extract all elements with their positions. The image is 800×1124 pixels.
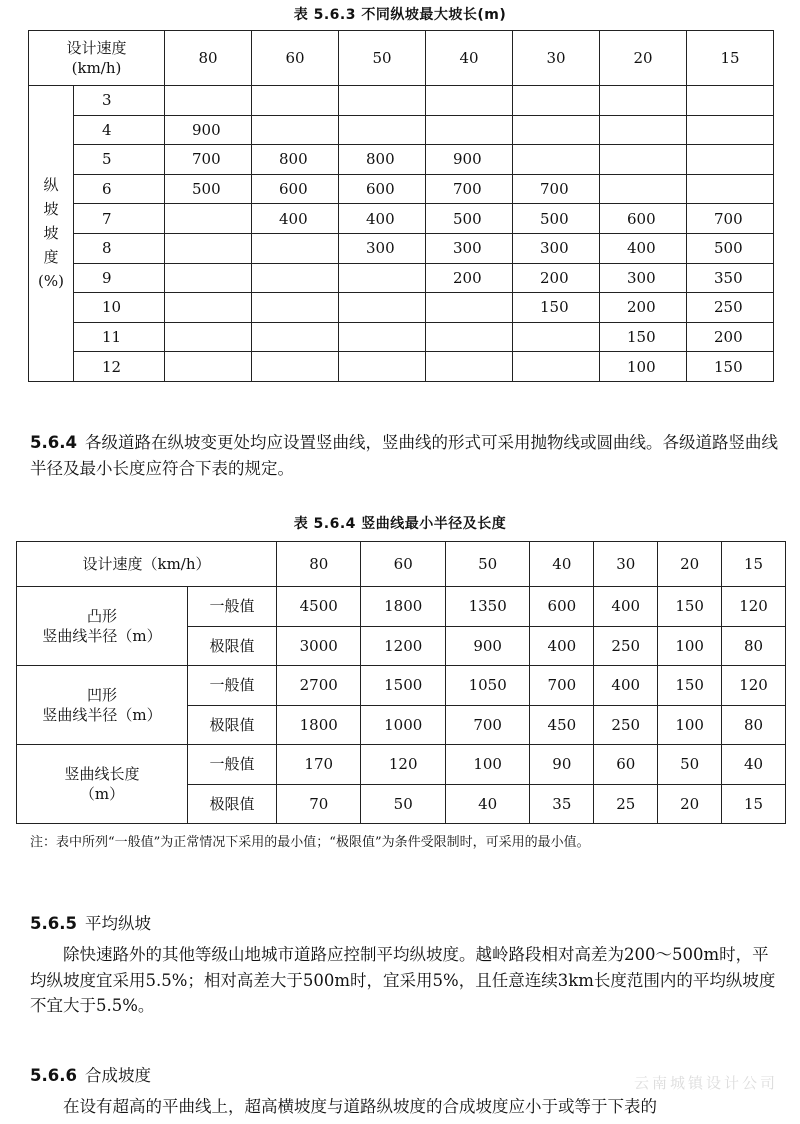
value-cell: 400: [530, 626, 594, 666]
group-label-line: 凹形: [86, 685, 117, 704]
table-header-row: [17, 542, 786, 587]
length-cell: [426, 86, 513, 116]
clause-5-6-6-text: 在设有超高的平曲线上，超高横坡度与道路纵坡度的合成坡度应小于或等于下表的: [63, 1097, 657, 1116]
length-cell: 300: [339, 233, 426, 263]
length-cell: [513, 352, 600, 382]
group-label-line: 竖曲线长度: [64, 764, 140, 783]
watermark: 云南城镇设计公司: [633, 1074, 778, 1092]
table-row: [17, 587, 786, 627]
table-header-row: [29, 31, 774, 86]
value-cell: 900: [445, 626, 529, 666]
table-row: [29, 322, 774, 352]
table-row: [29, 115, 774, 145]
length-cell: [252, 115, 339, 145]
grade-cell: 9: [74, 263, 165, 293]
table-row: [29, 263, 774, 293]
length-cell: [513, 322, 600, 352]
value-cell: 150: [658, 666, 722, 706]
value-cell: 3000: [277, 626, 361, 666]
grade-cell: 6: [74, 174, 165, 204]
speed-cell: 15: [722, 542, 786, 587]
value-cell: 40: [722, 745, 786, 785]
value-cell: 100: [658, 705, 722, 745]
speed-cell: 80: [165, 31, 252, 86]
value-cell: 1800: [277, 705, 361, 745]
clause-number: 5.6.5: [30, 914, 77, 933]
length-cell: [600, 115, 687, 145]
value-type-cell: 一般值: [188, 587, 277, 627]
value-cell: 1800: [361, 587, 445, 627]
length-cell: [252, 352, 339, 382]
table-row: [29, 86, 774, 116]
value-cell: 60: [594, 745, 658, 785]
length-cell: 900: [165, 115, 252, 145]
length-cell: [426, 115, 513, 145]
length-cell: 500: [426, 204, 513, 234]
speed-cell: 50: [339, 31, 426, 86]
length-cell: [165, 352, 252, 382]
length-cell: 100: [600, 352, 687, 382]
length-cell: [426, 352, 513, 382]
length-cell: 300: [513, 233, 600, 263]
length-cell: [339, 352, 426, 382]
vertical-curve-table: [16, 541, 786, 824]
length-cell: 700: [426, 174, 513, 204]
length-cell: [600, 145, 687, 175]
length-cell: 600: [252, 174, 339, 204]
speed-cell: 30: [594, 542, 658, 587]
table-row: [29, 204, 774, 234]
length-cell: 200: [600, 293, 687, 323]
length-cell: [165, 263, 252, 293]
length-cell: [513, 86, 600, 116]
length-cell: 300: [600, 263, 687, 293]
value-type-cell: 极限值: [188, 626, 277, 666]
group-label-line: 竖曲线半径（m）: [42, 706, 162, 724]
length-cell: [165, 86, 252, 116]
length-cell: 150: [513, 293, 600, 323]
length-cell: 200: [426, 263, 513, 293]
group-label-line: （m）: [79, 785, 125, 803]
table-row: [17, 666, 786, 706]
length-cell: [165, 233, 252, 263]
length-cell: 600: [339, 174, 426, 204]
length-cell: 500: [165, 174, 252, 204]
speed-cell: 20: [658, 542, 722, 587]
value-cell: 450: [530, 705, 594, 745]
length-cell: [339, 115, 426, 145]
speed-cell: 80: [277, 542, 361, 587]
length-cell: 200: [513, 263, 600, 293]
length-cell: 250: [687, 293, 774, 323]
table-row: [29, 174, 774, 204]
speed-header-label: 设计速度: [66, 38, 127, 57]
length-cell: 900: [426, 145, 513, 175]
length-cell: 150: [687, 352, 774, 382]
length-cell: 200: [687, 322, 774, 352]
grade-cell: 10: [74, 293, 165, 323]
length-cell: 700: [687, 204, 774, 234]
clause-number: 5.6.4: [30, 433, 77, 452]
value-cell: 1500: [361, 666, 445, 706]
clause-text: 各级道路在纵坡变更处均应设置竖曲线，竖曲线的形式可采用抛物线或圆曲线。各级道路竖曲线半径及最小长度应符合下表的规定。: [30, 433, 778, 478]
max-slope-length-table: [28, 30, 774, 382]
length-cell: 800: [252, 145, 339, 175]
value-type-cell: 一般值: [188, 745, 277, 785]
clause-title: 合成坡度: [84, 1066, 151, 1085]
length-cell: [600, 174, 687, 204]
table-row: [29, 293, 774, 323]
length-cell: 150: [600, 322, 687, 352]
value-cell: 1050: [445, 666, 529, 706]
length-cell: [687, 174, 774, 204]
length-cell: [252, 263, 339, 293]
value-type-cell: 一般值: [188, 666, 277, 706]
group-label-cell: [17, 745, 188, 824]
length-cell: [426, 322, 513, 352]
value-cell: 2700: [277, 666, 361, 706]
length-cell: [687, 145, 774, 175]
table-row: [17, 745, 786, 785]
length-cell: [165, 322, 252, 352]
length-cell: 700: [513, 174, 600, 204]
length-cell: [252, 233, 339, 263]
value-cell: 100: [445, 745, 529, 785]
length-cell: 300: [426, 233, 513, 263]
table2-note: 注：表中所列“一般值”为正常情况下采用的最小值；“极限值”为条件受限制时，可采用的最小值。: [30, 835, 590, 850]
table-row: [29, 145, 774, 175]
value-type-cell: 极限值: [188, 705, 277, 745]
speed-header-label: (km/h): [71, 59, 122, 77]
value-cell: 250: [594, 705, 658, 745]
value-cell: 15: [722, 784, 786, 824]
value-type-cell: 极限值: [188, 784, 277, 824]
value-cell: 400: [594, 666, 658, 706]
value-cell: 700: [445, 705, 529, 745]
clause-5-6-6-heading: [30, 1062, 151, 1086]
length-cell: [687, 86, 774, 116]
length-cell: 400: [339, 204, 426, 234]
side-label-char: 纵: [43, 176, 59, 195]
group-label-cell: [17, 587, 188, 666]
clause-title: 平均纵坡: [84, 914, 151, 933]
length-cell: [339, 263, 426, 293]
length-cell: [513, 115, 600, 145]
value-cell: 120: [722, 666, 786, 706]
value-cell: 100: [658, 626, 722, 666]
length-cell: 500: [687, 233, 774, 263]
length-cell: 500: [513, 204, 600, 234]
speed-cell: 50: [445, 542, 529, 587]
length-cell: 350: [687, 263, 774, 293]
length-cell: [252, 322, 339, 352]
value-cell: 20: [658, 784, 722, 824]
value-cell: 400: [594, 587, 658, 627]
length-cell: [339, 86, 426, 116]
value-cell: 4500: [277, 587, 361, 627]
value-cell: 70: [277, 784, 361, 824]
speed-cell: 40: [426, 31, 513, 86]
speed-cell: 30: [513, 31, 600, 86]
length-cell: [252, 293, 339, 323]
grade-cell: 11: [74, 322, 165, 352]
value-cell: 1000: [361, 705, 445, 745]
table-row: [29, 352, 774, 382]
grade-cell: 7: [74, 204, 165, 234]
value-cell: 170: [277, 745, 361, 785]
value-cell: 600: [530, 587, 594, 627]
value-cell: 90: [530, 745, 594, 785]
length-cell: [600, 86, 687, 116]
value-cell: 50: [361, 784, 445, 824]
value-cell: 40: [445, 784, 529, 824]
length-cell: [165, 293, 252, 323]
length-cell: 800: [339, 145, 426, 175]
speed-header-cell: [29, 31, 165, 86]
clause-5-6-5-text: 除快速路外的其他等级山地城市道路应控制平均纵坡度。越岭路段相对高差为200～500m时，平均纵坡度宜采用5.5%；相对高差大于500m时，宜采用5%，且任意连续3km长度范围内的平均纵坡度不宜大于5.5%。: [30, 945, 776, 1016]
speed-cell: 15: [687, 31, 774, 86]
value-cell: 25: [594, 784, 658, 824]
side-label-char: 坡: [43, 200, 59, 219]
length-cell: [252, 86, 339, 116]
value-cell: 50: [658, 745, 722, 785]
length-cell: [687, 115, 774, 145]
speed-cell: 20: [600, 31, 687, 86]
table2-caption: 表 5.6.4 竖曲线最小半径及长度: [293, 516, 507, 532]
clause-5-6-4: [30, 430, 780, 481]
table-row: [29, 233, 774, 263]
length-cell: 400: [252, 204, 339, 234]
side-label-char: 度: [43, 248, 59, 267]
value-cell: 700: [530, 666, 594, 706]
grade-cell: 8: [74, 233, 165, 263]
clause-5-6-5-heading: [30, 910, 151, 934]
grade-cell: 5: [74, 145, 165, 175]
length-cell: [165, 204, 252, 234]
length-cell: [339, 322, 426, 352]
clause-number: 5.6.6: [30, 1066, 77, 1085]
speed-cell: 60: [252, 31, 339, 86]
group-label-line: 凸形: [86, 606, 117, 625]
speed-cell: 60: [361, 542, 445, 587]
table1-caption: 表 5.6.3 不同纵坡最大坡长(m): [293, 7, 507, 23]
speed-cell: 40: [530, 542, 594, 587]
grade-cell: 12: [74, 352, 165, 382]
value-cell: 1350: [445, 587, 529, 627]
length-cell: [513, 145, 600, 175]
value-cell: 120: [722, 587, 786, 627]
value-cell: 35: [530, 784, 594, 824]
value-cell: 1200: [361, 626, 445, 666]
side-label-char: 坡: [43, 224, 59, 243]
value-cell: 80: [722, 705, 786, 745]
group-label-line: 竖曲线半径（m）: [42, 627, 162, 645]
length-cell: 700: [165, 145, 252, 175]
length-cell: [426, 293, 513, 323]
value-cell: 80: [722, 626, 786, 666]
grade-cell: 4: [74, 115, 165, 145]
grade-side-label: [29, 86, 74, 382]
side-label-char: (%): [38, 272, 64, 291]
grade-cell: 3: [74, 86, 165, 116]
length-cell: 400: [600, 233, 687, 263]
speed-header-cell: 设计速度（km/h）: [17, 542, 277, 587]
length-cell: [339, 293, 426, 323]
value-cell: 250: [594, 626, 658, 666]
group-label-cell: [17, 666, 188, 745]
value-cell: 150: [658, 587, 722, 627]
length-cell: 600: [600, 204, 687, 234]
value-cell: 120: [361, 745, 445, 785]
